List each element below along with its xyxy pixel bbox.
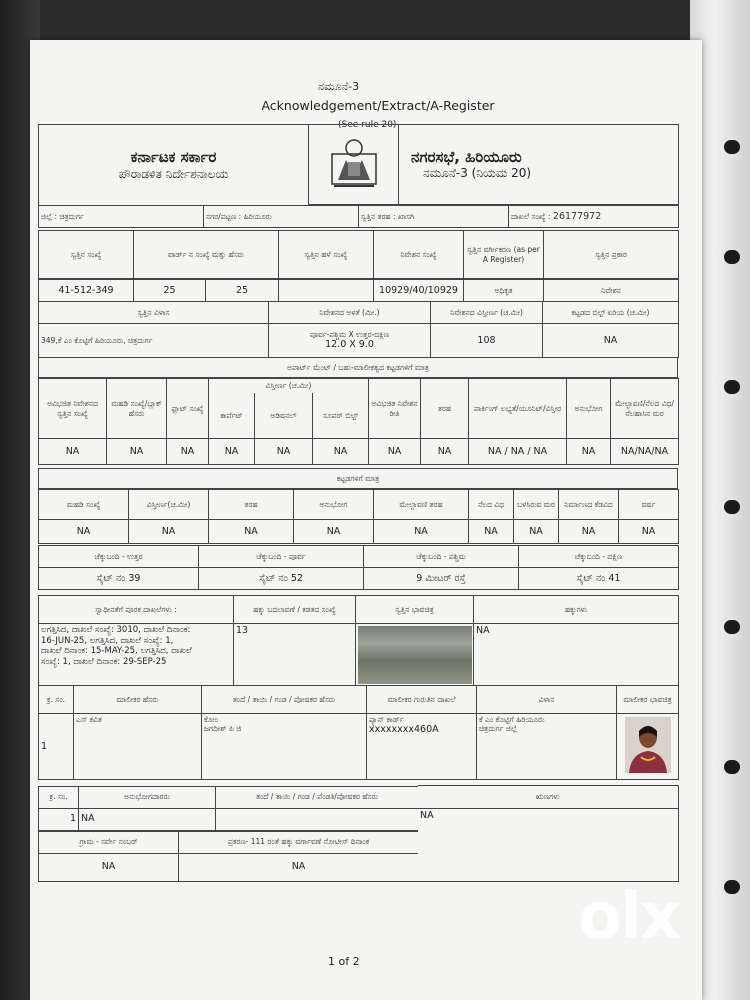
- header-block: [38, 124, 678, 228]
- bld-value: NA: [129, 520, 209, 544]
- owner-table: [38, 685, 678, 780]
- government-name: ಕರ್ನಾಟಕ ಸರ್ಕಾರ: [130, 147, 217, 166]
- rights: NA: [474, 624, 679, 686]
- occupant-block: [38, 785, 678, 882]
- ward-name: 25: [206, 280, 279, 302]
- bld-value: NA: [469, 520, 514, 544]
- doc-line: 16-JUN-25, ಲಗತ್ತಿಸಿದ, ದಾಖಲೆ ಸಂಖ್ಯೆ: 1,: [41, 635, 174, 646]
- property-type: ಸ್ವತ್ತಿನ ತರಹ : ಖಾಸಗಿ: [359, 206, 509, 228]
- document-title: Acknowledgement/Extract/A-Register: [261, 98, 495, 113]
- property-table: [38, 230, 678, 302]
- owner-header-photo: ಮಾಲೀಕರ ಭಾವಚಿತ್ರ: [617, 686, 679, 714]
- bld-value: NA: [294, 520, 374, 544]
- apt-header-kind: ತರಹ: [421, 379, 469, 439]
- header-documents: ಸ್ವಾಧೀನತೆಗೆ ಪೂರಕ ದಾಖಲೆಗಳು :: [39, 596, 234, 624]
- apt-header-flat: ಫ್ಲಾಟ್ ಸಂಖ್ಯೆ: [167, 379, 209, 439]
- id-type: ಪ್ಯಾನ್ ಕಾರ್ಡ್: [369, 715, 404, 724]
- property-photo: [356, 624, 474, 686]
- doc-line: ಲಗತ್ತಿಸಿದ, ದಾಖಲೆ ಸಂಖ್ಯೆ: 3010, ದಾಖಲೆ ದಿನಾಂಕ:: [41, 625, 191, 635]
- apt-value: NA: [567, 439, 611, 465]
- apt-header-carpet: ಕಾರ್ಪೆಟ್: [209, 393, 255, 439]
- header-ward: ವಾರ್ಡ್ ನ ಸಂಖ್ಯೆ ಮತ್ತು ಹೆಸರು: [134, 231, 279, 279]
- district: ಜಿಲ್ಲೆ : ಚಿತ್ರದುರ್ಗ: [39, 206, 204, 228]
- relation-name: ಜಗದೀಶ್ ಪಿ ಜಿ: [204, 724, 242, 734]
- bld-header-floor: ಮಹಡಿ ಸಂಖ್ಯೆ: [39, 490, 129, 520]
- apt-value: NA: [421, 439, 469, 465]
- bld-header-roof: ಮೇಲ್ಛಾವಣಿ ತರಹ: [374, 490, 469, 520]
- header-property-kind: ಸ್ವತ್ತಿನ ಪ್ರಕಾರ: [544, 231, 679, 279]
- olx-watermark: olx: [578, 880, 680, 954]
- page-number: 1 of 2: [328, 955, 360, 968]
- boundary-west: 9 ಮೀಟರ್ ರಸ್ತೆ: [364, 568, 519, 590]
- owner-header-name: ಮಾಲೀಕರ ಹೆಸರು: [74, 686, 202, 714]
- apartment-table: [38, 357, 678, 465]
- owner-photo: [617, 714, 679, 780]
- apt-value: NA / NA / NA: [469, 439, 567, 465]
- header-built-area: ಕಟ್ಟಡದ ಬಿಲ್ಟ್ ಏರಿಯ (ಚ.ಮೀ): [543, 302, 679, 324]
- apt-value: NA: [313, 439, 369, 465]
- bld-header-construction: ನಿರ್ಮಾಣದ ಕೆಡವಿದ: [559, 490, 619, 520]
- punch-hole: [724, 760, 740, 774]
- owner-photo-image: [625, 717, 671, 773]
- punch-hole: [724, 620, 740, 634]
- property-no: 41-512-349: [39, 280, 134, 302]
- built-area: NA: [543, 324, 679, 358]
- apt-value: NA: [209, 439, 255, 465]
- occupant-header-name: ಅನುಭೋಗದಾರರು: [79, 786, 216, 808]
- ward-no: 25: [134, 280, 206, 302]
- owner-id: [367, 714, 477, 780]
- building-title: ಕಟ್ಟಡಗಳಿಗೆ ಮಾತ್ರ: [39, 469, 678, 489]
- bld-value: NA: [209, 520, 294, 544]
- apt-header-parking: ಪಾರ್ಕಿಂಗ್ ಲಭ್ಯತೆ/ಯೂನಿಟ್/ವಿಸ್ತೀರ: [469, 379, 567, 439]
- occupant-parent: [216, 808, 419, 830]
- apt-header-roof: ಮೇಲ್ಛಾವಣಿ/ನೆಲದ ವಿಧ/ನೆಲಹಾಸಿನ ಮರ: [611, 379, 679, 439]
- bld-value: NA: [374, 520, 469, 544]
- survey-header-number: ಗ್ರಾಮ - ಸರ್ವೇ ನಂಬರ್: [39, 831, 179, 853]
- bld-value: NA: [559, 520, 619, 544]
- apt-header-super-built: ಸೂಪರ್ ಬಿಲ್ಟ್: [313, 393, 369, 439]
- owner-header-id: ಮಾಲೀಕರ ಗುರುತಿನ ದಾಖಲೆ: [367, 686, 477, 714]
- survey-header-notice: ಪ್ರಕರಣ- 111 ರಂತೆ ಹಕ್ಕು ವರ್ಗಾವಣೆ ನೋಟೀಸ್ ದಿನಾಂಕ: [179, 831, 419, 853]
- apartment-title: ಅಪಾರ್ಟ್ ಮೆಂಟ್ / ಬಹು-ಮಾಲೀಕತ್ವದ ಕಟ್ಟಡಗಳಿಗೆ ಮಾತ್ರ: [39, 358, 678, 378]
- bld-header-year: ವರ್ಷ: [619, 490, 679, 520]
- punch-hole: [724, 250, 740, 264]
- boundary-south-header: ಚೆಕ್ಕುಬಂದಿ - ದಕ್ಷಿಣ: [519, 546, 679, 568]
- directorate-name: ಪೌರಾಡಳಿತ ನಿರ್ದೇಶನಾಲಯ: [118, 166, 229, 181]
- apt-header-undivided-type: ಅವಿಭಜಿತ ನಿವೇಶನ ರೀತಿ: [369, 379, 421, 439]
- punch-hole: [724, 380, 740, 394]
- document-paper: [30, 40, 702, 1000]
- dimension-value: 12.0 X 9.0: [325, 339, 374, 351]
- town: ನಗರ/ಪಟ್ಟಣ : ಹಿರಿಯೂರು: [204, 206, 359, 228]
- receipt-value: 26177972: [552, 210, 602, 222]
- dimension-label: ಪೂರ್ವ-ಪಶ್ಚಿಮ X ಉತ್ತರ-ದಕ್ಷಿಣ: [309, 329, 390, 339]
- occupant-sl: 1: [39, 808, 79, 830]
- owner-relation: [202, 714, 367, 780]
- header-classification: ಸ್ವತ್ತಿನ ವರ್ಗೀಕರಣ (as per A Register): [464, 231, 544, 279]
- boundary-south: ಸೈಟ್ ನಂ 41: [519, 568, 679, 590]
- site-dimension: [269, 324, 431, 358]
- header-old-no: ಸ್ವತ್ತಿನ ಹಳೆ ಸಂಖ್ಯೆ: [279, 231, 374, 279]
- doc-line: ದಾಖಲೆ ದಿನಾಂಕ: 15-MAY-25, ಲಗತ್ತಿಸಿದ, ದಾಖಲೆ: [41, 646, 192, 657]
- header-dimension: ನಿವೇಶನದ ಅಳತೆ (ಮೀ.): [269, 302, 431, 324]
- owner-name: ಎಸ್ ಕವಿತ: [74, 714, 202, 780]
- boundary-north-header: ಚೆಕ್ಕುಬಂದಿ - ಉತ್ತರ: [39, 546, 199, 568]
- building-table: [38, 468, 678, 544]
- receipt-label: ದಾಖಲೆ ಸಂಖ್ಯೆ :: [511, 211, 551, 221]
- bld-header-area: ವಿಸ್ತೀರ್ಣ(ಚ.ಮೀ): [129, 490, 209, 520]
- rule-reference: (See rule 20): [338, 120, 397, 130]
- apt-header-usage: ಅನುಭೋಗ: [567, 379, 611, 439]
- punch-hole: [724, 140, 740, 154]
- occupant-name: NA: [79, 808, 216, 830]
- header-property-photo: ಸ್ವತ್ತಿನ ಭಾವಚಿತ್ರ: [356, 596, 474, 624]
- boundary-east: ಸೈಟ್ ನಂ 52: [199, 568, 364, 590]
- apt-value: NA: [369, 439, 421, 465]
- owner-address: [477, 714, 617, 780]
- header-property-no: ಸ್ವತ್ತಿನ ಸಂಖ್ಯೆ: [39, 231, 134, 279]
- header-file-no: ಹಕ್ಕು ಬದಲಾವಣೆ / ಕಡತದ ಸಂಖ್ಯೆ: [234, 596, 356, 624]
- site-no: 10929/40/10929: [374, 280, 464, 302]
- bld-value: NA: [39, 520, 129, 544]
- occupant-header-sl: ಕ್ರ. ಸಂ.: [39, 786, 79, 808]
- header-site-no: ನಿವೇಶನ ಸಂಖ್ಯೆ: [374, 231, 464, 279]
- boundary-east-header: ಚೆಕ್ಕುಬಂದಿ - ಪೂರ್ವ: [199, 546, 364, 568]
- owner-header-sl: ಕ್ರ. ಸಂ.: [39, 686, 74, 714]
- punch-hole: [724, 500, 740, 514]
- boundary-north: ಸೈಟ್ ನಂ 39: [39, 568, 199, 590]
- punch-hole: [724, 880, 740, 894]
- apt-value: NA/NA/NA: [611, 439, 679, 465]
- apt-value: NA: [107, 439, 167, 465]
- doc-line: ಸಂಖ್ಯೆ: 1, ದಾಖಲೆ ದಿನಾಂಕ: 29-SEP-25: [41, 656, 167, 667]
- site-area: 108: [431, 324, 543, 358]
- property-kind: ನಿವೇಶನ: [544, 280, 679, 302]
- form-number: ನಮೂನೆ-3: [318, 80, 360, 93]
- id-number: xxxxxxxx460A: [369, 724, 439, 736]
- karnataka-emblem-icon: [324, 134, 384, 192]
- survey-notice-date: NA: [179, 853, 419, 881]
- address-table: [38, 301, 678, 358]
- documents-table: [38, 595, 678, 686]
- bld-header-usage: ಅನುಭೋಗ: [294, 490, 374, 520]
- apt-value: NA: [167, 439, 209, 465]
- owner-header-address: ವಿಳಾಸ: [477, 686, 617, 714]
- bld-header-floor-type: ನೆಲದ ವಿಧ: [469, 490, 514, 520]
- bld-value: NA: [514, 520, 559, 544]
- apt-header-undivided-no: ಅವಿಭಜಿತ ನಿವೇಶನದ ಸ್ವತ್ತಿನ ಸಂಖ್ಯೆ: [39, 379, 107, 439]
- owner-header-relation: ತಂದೆ / ತಾಯಿ / ಗಂಡ / ಪೋಷಕರ ಹೆಸರು: [202, 686, 367, 714]
- relation-prefix: ಕೋಂ: [204, 715, 218, 724]
- apt-header-additional: ಅಡಿಷನಲ್: [255, 393, 313, 439]
- bld-value: NA: [619, 520, 679, 544]
- classification: ಅಧಿಕೃತ: [464, 280, 544, 302]
- header-site-area: ನಿವೇಶನದ ವಿಸ್ತೀರ್ಣ (ಚ.ಮೀ): [431, 302, 543, 324]
- supporting-documents: [39, 624, 234, 686]
- liabilities-header: ಋಣಗಳು: [418, 786, 678, 808]
- bld-header-kind: ತರಹ: [209, 490, 294, 520]
- header-address: ಸ್ವತ್ತಿನ ವಿಳಾಸ: [39, 302, 269, 324]
- occupant-header-parent: ತಂದೆ / ತಾಯಿ / ಗಂಡ / ಪೆಂಡತಿ/ಪೋಷಕರ ಹೆಸರು: [216, 786, 419, 808]
- liabilities: NA: [420, 809, 434, 821]
- council-form: ನಮೂನೆ-3 (ನಿಯಮ 20): [423, 166, 532, 181]
- boundary-west-header: ಚೆಕ್ಕುಬಂದಿ - ಪಶ್ಚಿಮ: [364, 546, 519, 568]
- header-rights: ಹಕ್ಕುಗಳು: [474, 596, 679, 624]
- boundary-table: [38, 545, 678, 590]
- bld-header-wood: ಬಳಸಿರುವ ಮರ: [514, 490, 559, 520]
- apt-header-floor: ಮಹಡಿ ಸಂಖ್ಯೆ/ಬ್ಲಾಕ್ ಹೆಸರು: [107, 379, 167, 439]
- council-name: ನಗರಸಭೆ, ಹಿರಿಯೂರು: [411, 147, 522, 166]
- owner-address-line: ಕೆ ಎಂ ಕೊಟ್ಟಿಗೆ ಹಿರಿಯೂರು: [479, 715, 545, 724]
- owner-address-line: ಚಿತ್ರದುರ್ಗ ಜಿಲ್ಲೆ: [479, 724, 517, 734]
- property-address: 349,ಕೆ ಎಂ ಕೊಟ್ಟಿಗೆ ಹಿರಿಯೂರು, ಚಿತ್ರದುರ್ಗ: [39, 324, 269, 358]
- owner-sl: 1: [39, 714, 74, 780]
- apt-value: NA: [39, 439, 107, 465]
- file-no: 13: [234, 624, 356, 686]
- property-photo-image: [358, 626, 472, 684]
- receipt-number: [509, 206, 679, 228]
- survey-number: NA: [39, 853, 179, 881]
- old-no: [279, 280, 374, 302]
- apt-header-area-group: ವಿಸ್ತೀರ್ಣ (ಚ.ಮೀ): [209, 379, 369, 393]
- apt-value: NA: [255, 439, 313, 465]
